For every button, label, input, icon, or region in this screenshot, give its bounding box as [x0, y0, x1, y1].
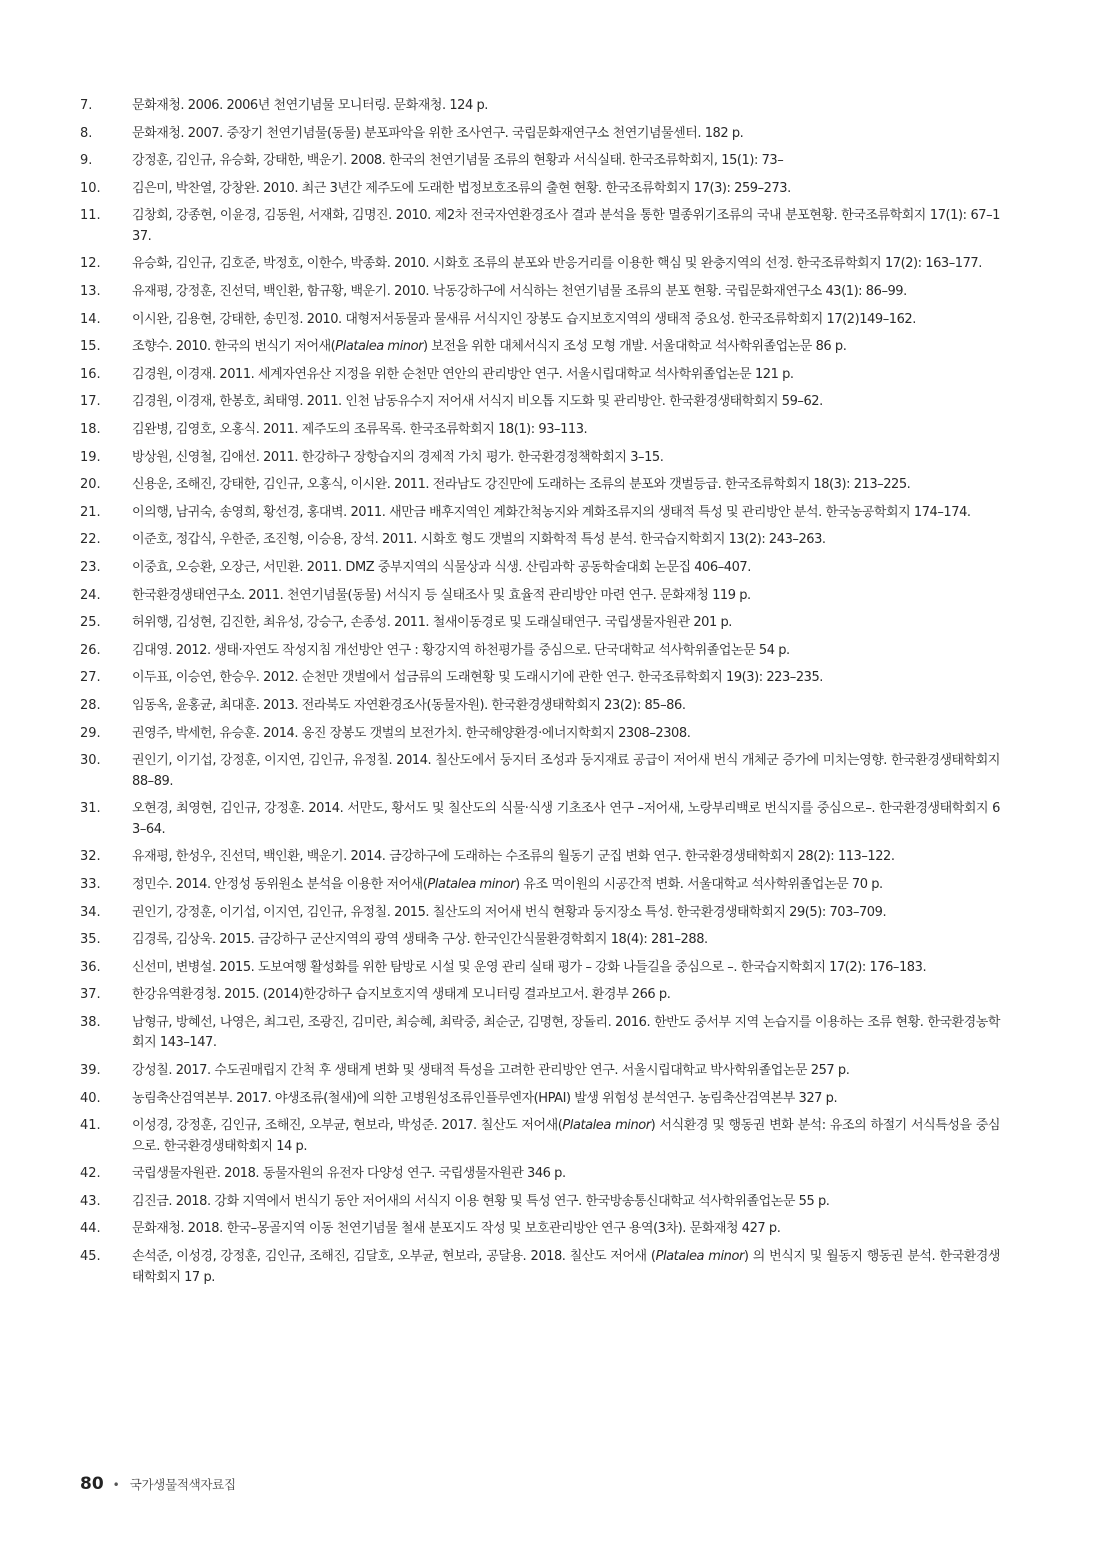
reference-text	[132, 875, 1000, 896]
reference-number: 43.	[80, 1193, 101, 1209]
reference-text	[132, 1219, 1000, 1240]
reference-text	[132, 985, 1000, 1006]
reference-number: 24.	[80, 587, 101, 603]
reference-number: 7.	[80, 98, 93, 113]
reference-text-segment: 허위행, 김성현, 김진한, 최유성, 강승구, 손종성. 2011. 철새이동경로 및 도래실태연구. 국립생물자원관 201 p.	[132, 615, 732, 631]
reference-item	[80, 1192, 1000, 1213]
reference-text	[132, 503, 1000, 524]
reference-item	[80, 124, 1000, 145]
reference-text-segment: 김완병, 김영호, 오홍식. 2011. 제주도의 조류목록. 한국조류학회지 18(1): 93–113.	[132, 422, 588, 438]
reference-text-segment: 이준호, 정갑식, 우한준, 조진형, 이승용, 장석. 2011. 시화호 형도 갯벌의 지화학적 특성 분석. 한국습지학회지 13(2): 243–263.	[132, 532, 826, 548]
reference-number: 26.	[80, 642, 101, 658]
reference-text	[132, 365, 1000, 386]
reference-text-segment: 유승화, 김인규, 김호준, 박정호, 이한수, 박종화. 2010. 시화호 조류의 분포와 반응거리를 이용한 핵심 및 완충지역의 선정. 한국조류학회지 17(2): 163–177.	[132, 256, 982, 272]
reference-number: 38.	[80, 1014, 101, 1030]
reference-text-segment: 이중효, 오승환, 오장근, 서민환. 2011. DMZ 중부지역의 식물상과 식생. 산림과학 공동학술대회 논문집 406–407.	[132, 560, 751, 575]
scientific-name: Platalea minor	[562, 1118, 651, 1134]
reference-item	[80, 1247, 1000, 1288]
reference-item	[80, 613, 1000, 634]
reference-text	[132, 558, 1000, 579]
reference-text	[132, 696, 1000, 717]
reference-number: 28.	[80, 697, 101, 713]
reference-item	[80, 503, 1000, 524]
reference-item	[80, 985, 1000, 1006]
scientific-name: Platalea minor	[427, 876, 516, 892]
reference-text	[132, 151, 1000, 172]
reference-item	[80, 751, 1000, 792]
reference-item	[80, 151, 1000, 172]
reference-number: 36.	[80, 959, 101, 975]
reference-item	[80, 1061, 1000, 1082]
reference-text-segment: 문화재청. 2018. 한국–몽골지역 이동 천연기념물 철새 분포지도 작성 및 보호관리방안 연구 용역(3차). 문화재청 427 p.	[132, 1221, 781, 1237]
reference-item	[80, 696, 1000, 717]
publication-title: 국가생물적색자료집	[129, 1477, 236, 1492]
reference-number: 9.	[80, 153, 93, 169]
reference-number: 13.	[80, 284, 101, 300]
reference-text	[132, 613, 1000, 634]
reference-text-segment: 손석준, 이성경, 강정훈, 김인규, 조해진, 김달호, 오부균, 현보라, 공달용. 2018. 칠산도 저어새 (	[132, 1249, 656, 1265]
reference-text-segment: 한국환경생태연구소. 2011. 천연기념물(동물) 서식지 등 실태조사 및 효율적 관리방안 마련 연구. 문화재청 119 p.	[132, 587, 751, 603]
reference-item	[80, 96, 1000, 117]
reference-list	[80, 96, 1000, 1295]
reference-text	[132, 930, 1000, 951]
reference-text-segment: 강성칠. 2017. 수도권매립지 간척 후 생태계 변화 및 생태적 특성을 고려한 관리방안 연구. 서울시립대학교 박사학위졸업논문 257 p.	[132, 1063, 850, 1078]
reference-number: 15.	[80, 339, 101, 355]
reference-item	[80, 310, 1000, 331]
reference-text-segment: 권인기, 이기섭, 강정훈, 이지연, 김인규, 유정칠. 2014. 칠산도에서 둥지터 조성과 둥지재료 공급이 저어새 번식 개체군 증가에 미치는영향. 한국환경생태학회지 88–89.	[132, 753, 1000, 789]
reference-text	[132, 1089, 1000, 1110]
reference-number: 19.	[80, 449, 101, 465]
reference-text	[132, 124, 1000, 145]
reference-text-segment: 권인기, 강정훈, 이기섭, 이지연, 김인규, 유정칠. 2015. 칠산도의 저어새 번식 현황과 둥지장소 특성. 한국환경생태학회지 29(5): 703–709.	[132, 904, 887, 920]
reference-number: 39.	[80, 1063, 101, 1078]
reference-number: 31.	[80, 801, 101, 817]
reference-text-segment: ) 보전을 위한 대체서식지 조성 모형 개발. 서울대학교 석사학위졸업논문 86 p.	[423, 339, 847, 355]
reference-text	[132, 1013, 1000, 1054]
reference-text-segment: 신용운, 조해진, 강태한, 김인규, 오홍식, 이시완. 2011. 전라남도 강진만에 도래하는 조류의 분포와 갯벌등급. 한국조류학회지 18(3): 213–225.	[132, 477, 911, 493]
reference-text-segment: 김경원, 이경재. 2011. 세계자연유산 지정을 위한 순천만 연안의 관리방안 연구. 서울시립대학교 석사학위졸업논문 121 p.	[132, 366, 794, 382]
reference-text-segment: 국립생물자원관. 2018. 동물자원의 유전자 다양성 연구. 국립생물자원관 346 p.	[132, 1166, 566, 1182]
reference-number: 30.	[80, 753, 101, 769]
reference-number: 34.	[80, 904, 101, 920]
reference-text-segment: 이두표, 이승연, 한승우. 2012. 순천만 갯벌에서 섭금류의 도래현황 및 도래시기에 관한 연구. 한국조류학회지 19(3): 223–235.	[132, 670, 823, 686]
reference-text	[132, 847, 1000, 868]
footer-bullet: •	[112, 1478, 120, 1492]
reference-number: 35.	[80, 932, 101, 948]
reference-item	[80, 1013, 1000, 1054]
reference-item	[80, 420, 1000, 441]
reference-text-segment: 김진금. 2018. 강화 지역에서 번식기 동안 저어새의 서식지 이용 현황 및 특성 연구. 한국방송통신대학교 석사학위졸업논문 55 p.	[132, 1193, 830, 1209]
reference-text-segment: 농림축산검역본부. 2017. 야생조류(철새)에 의한 고병원성조류인플루엔자(HPAI) 발생 위험성 분석연구. 농림축산검역본부 327 p.	[132, 1090, 838, 1106]
reference-text	[132, 1192, 1000, 1213]
reference-text-segment: 강정훈, 김인규, 유승화, 강태한, 백운기. 2008. 한국의 천연기념물 조류의 현황과 서식실태. 한국조류학회지, 15(1): 73–	[132, 153, 784, 169]
reference-text	[132, 903, 1000, 924]
reference-text	[132, 1061, 1000, 1082]
reference-text	[132, 337, 1000, 358]
reference-number: 29.	[80, 725, 101, 741]
reference-number: 10.	[80, 180, 101, 196]
scientific-name: Platalea minor	[335, 339, 423, 355]
reference-text	[132, 668, 1000, 689]
reference-text	[132, 586, 1000, 607]
reference-item	[80, 958, 1000, 979]
reference-item	[80, 392, 1000, 413]
reference-text-segment: 신선미, 변병설. 2015. 도보여행 활성화를 위한 탐방로 시설 및 운영 관리 실태 평가 – 강화 나들길을 중심으로 –. 한국습지학회지 17(2): 176–183.	[132, 959, 927, 975]
reference-text-segment: 정민수. 2014. 안정성 동위원소 분석을 이용한 저어새(	[132, 876, 428, 892]
reference-text	[132, 799, 1000, 840]
reference-text-segment: 한강유역환경청. 2015. (2014)한강하구 습지보호지역 생태계 모니터링 결과보고서. 환경부 266 p.	[132, 987, 671, 1003]
reference-text	[132, 641, 1000, 662]
reference-item	[80, 475, 1000, 496]
reference-text-segment: 유재평, 강정훈, 진선덕, 백인환, 함규황, 백운기. 2010. 낙동강하구에 서식하는 천연기념물 조류의 분포 현황. 국립문화재연구소 43(1): 86–99.	[132, 284, 907, 300]
reference-number: 41.	[80, 1118, 101, 1134]
reference-number: 45.	[80, 1249, 101, 1265]
reference-text-segment: 임동옥, 윤홍균, 최대훈. 2013. 전라북도 자연환경조사(동물자원). 한국환경생태학회지 23(2): 85–86.	[132, 697, 686, 713]
reference-text	[132, 420, 1000, 441]
reference-text	[132, 958, 1000, 979]
reference-item	[80, 1116, 1000, 1157]
reference-number: 27.	[80, 670, 101, 686]
reference-number: 16.	[80, 366, 101, 382]
reference-text	[132, 206, 1000, 247]
reference-item	[80, 799, 1000, 840]
reference-text-segment: 김은미, 박찬열, 강창완. 2010. 최근 3년간 제주도에 도래한 법정보호조류의 출현 현황. 한국조류학회지 17(3): 259–273.	[132, 180, 791, 196]
reference-text	[132, 475, 1000, 496]
reference-text-segment: 이시완, 김용현, 강태한, 송민정. 2010. 대형저서동물과 물새류 서식지인 장봉도 습지보호지역의 생태적 중요성. 한국조류학회지 17(2)149–162.	[132, 311, 916, 327]
reference-number: 23.	[80, 560, 101, 575]
reference-text-segment: 권영주, 박세헌, 유승훈. 2014. 옹진 장봉도 갯벌의 보전가치. 한국해양환경·에너지학회지 2308–2308.	[132, 725, 691, 741]
reference-item	[80, 586, 1000, 607]
reference-number: 22.	[80, 532, 101, 548]
reference-text	[132, 1116, 1000, 1157]
reference-text-segment: 문화재청. 2006. 2006년 천연기념물 모니터링. 문화재청. 124 p.	[132, 98, 488, 113]
reference-number: 37.	[80, 987, 101, 1003]
reference-item	[80, 1164, 1000, 1185]
reference-text-segment: 방상원, 신영철, 김애선. 2011. 한강하구 장항습지의 경제적 가치 평가. 한국환경정책학회지 3–15.	[132, 449, 664, 465]
reference-text-segment: 이성경, 강정훈, 김인규, 조해진, 오부균, 현보라, 박성준. 2017. 칠산도 저어새(	[132, 1118, 563, 1134]
reference-item	[80, 365, 1000, 386]
reference-number: 32.	[80, 849, 101, 865]
reference-item	[80, 847, 1000, 868]
reference-item	[80, 282, 1000, 303]
page-footer	[80, 1474, 236, 1494]
reference-number: 12.	[80, 256, 101, 272]
reference-text	[132, 530, 1000, 551]
reference-text-segment: 남형규, 방혜선, 나영은, 최그린, 조광진, 김미란, 최승혜, 최락중, 최순군, 김명현, 장돌리. 2016. 한반도 중서부 지역 논습지를 이용하는 조류 현황. 한국환경농학회지 143–147.	[132, 1014, 1000, 1051]
reference-number: 44.	[80, 1221, 101, 1237]
reference-text	[132, 448, 1000, 469]
reference-text-segment: 오현경, 최영현, 김인규, 강정훈. 2014. 서만도, 황서도 및 칠산도의 식물·식생 기초조사 연구 –저어새, 노랑부리백로 번식지를 중심으로–. 한국환경생태학회지 63–64.	[132, 801, 1000, 837]
reference-text-segment: 조향수. 2010. 한국의 번식기 저어새(	[132, 339, 336, 355]
reference-text-segment: 김창회, 강종현, 이윤경, 김동원, 서재화, 김명진. 2010. 제2차 전국자연환경조사 결과 분석을 통한 멸종위기조류의 국내 분포현황. 한국조류학회지 17(1): 67–137.	[132, 208, 1000, 244]
reference-item	[80, 179, 1000, 200]
reference-number: 20.	[80, 477, 101, 493]
reference-number: 33.	[80, 876, 101, 892]
reference-number: 18.	[80, 422, 101, 438]
reference-number: 42.	[80, 1166, 101, 1182]
reference-text	[132, 392, 1000, 413]
reference-text-segment: ) 유조 먹이원의 시공간적 변화. 서울대학교 석사학위졸업논문 70 p.	[515, 876, 883, 892]
reference-text	[132, 179, 1000, 200]
reference-text	[132, 1164, 1000, 1185]
reference-text-segment: 김경원, 이경재, 한봉호, 최태영. 2011. 인천 남동유수지 저어새 서식지 비오톱 지도화 및 관리방안. 한국환경생태학회지 59–62.	[132, 394, 823, 410]
reference-text	[132, 310, 1000, 331]
reference-number: 11.	[80, 208, 101, 224]
reference-item	[80, 641, 1000, 662]
reference-text-segment: 김대영. 2012. 생태·자연도 작성지침 개선방안 연구 : 황강지역 하천평가를 중심으로. 단국대학교 석사학위졸업논문 54 p.	[132, 642, 790, 658]
reference-item	[80, 337, 1000, 358]
reference-item	[80, 903, 1000, 924]
reference-text-segment: 이의행, 남귀숙, 송영희, 황선경, 홍대벽. 2011. 새만금 배후지역인 계화간척농지와 계화조류지의 생태적 특성 및 관리방안 분석. 한국농공학회지 174–174.	[132, 504, 971, 520]
reference-text-segment: 문화재청. 2007. 중장기 천연기념물(동물) 분포파악을 위한 조사연구. 국립문화재연구소 천연기념물센터. 182 p.	[132, 125, 744, 141]
reference-number: 14.	[80, 311, 101, 327]
reference-item	[80, 530, 1000, 551]
reference-text	[132, 96, 1000, 117]
reference-number: 25.	[80, 615, 101, 631]
reference-text	[132, 282, 1000, 303]
reference-text-segment: 김경록, 김상욱. 2015. 금강하구 군산지역의 광역 생태축 구상. 한국인간식물환경학회지 18(4): 281–288.	[132, 932, 708, 948]
scientific-name: Platalea minor	[655, 1249, 744, 1265]
reference-item	[80, 930, 1000, 951]
reference-item	[80, 1089, 1000, 1110]
reference-item	[80, 875, 1000, 896]
reference-text	[132, 1247, 1000, 1288]
reference-number: 8.	[80, 125, 93, 141]
reference-number: 40.	[80, 1090, 101, 1106]
reference-text	[132, 724, 1000, 745]
reference-text	[132, 254, 1000, 275]
reference-item	[80, 558, 1000, 579]
reference-item	[80, 206, 1000, 247]
page-number: 80	[80, 1474, 104, 1494]
reference-item	[80, 724, 1000, 745]
reference-text-segment: 유재평, 한성우, 진선덕, 백인환, 백운기. 2014. 금강하구에 도래하는 수조류의 월동기 군집 변화 연구. 한국환경생태학회지 28(2): 113–122.	[132, 849, 895, 865]
reference-text-segment: ) 서식환경 및 행동권 변화 분석: 유조의 하절기 서식특성을 중심으로. 한국환경생태학회지 14 p.	[132, 1118, 1001, 1154]
reference-text	[132, 751, 1000, 792]
reference-number: 21.	[80, 504, 101, 520]
reference-item	[80, 254, 1000, 275]
reference-number: 17.	[80, 394, 101, 410]
reference-item	[80, 668, 1000, 689]
reference-item	[80, 448, 1000, 469]
reference-text-segment: ) 의 번식지 및 월동지 행동권 분석. 한국환경생태학회지 17 p.	[132, 1249, 1001, 1285]
reference-item	[80, 1219, 1000, 1240]
